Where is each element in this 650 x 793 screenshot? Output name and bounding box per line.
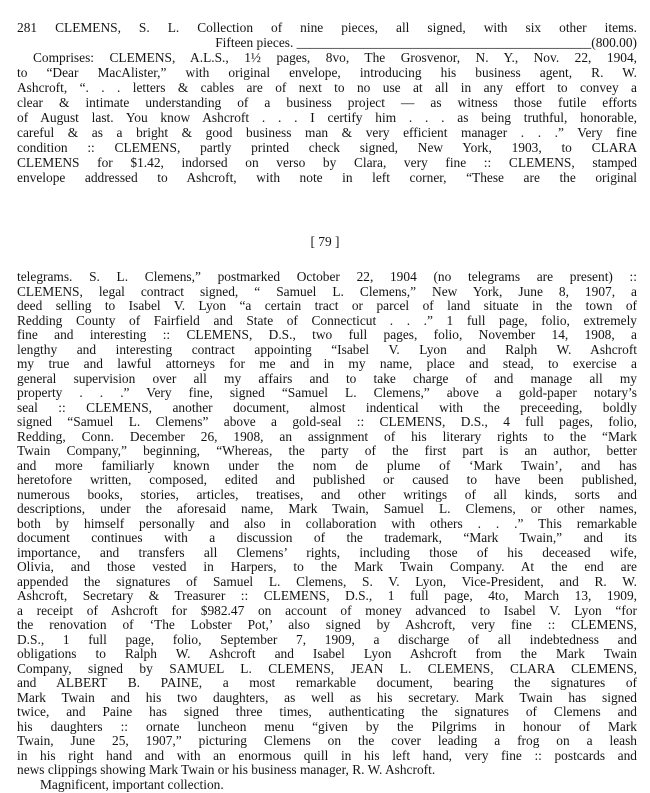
closing-line: Magnificent, important collection. [40, 776, 224, 792]
text-line: the renovation of ‘The Lobster Pot,’ also signed by Ashcroft, very fine :: CLEMENS, [17, 617, 637, 632]
text-line: Olivia, and those vested in Harpers, to the Mark Twain Company. At the end are [17, 559, 637, 574]
text-line: Ashcroft, “. . . letters & cables are of next to no use at all in any effort to convey a [17, 80, 637, 95]
text-line: Mark Twain and his two daughters, as well as his secretary. Mark Twain has signed [17, 689, 637, 705]
text-line: his daughters :: ornate luncheon menu “given by the Pilgrims in honour of Mark [17, 718, 637, 734]
text-line: in his right hand and with an enormous quill in his left hand, very fine :: postcards and [17, 747, 637, 763]
text-line: heretofore written, composed, edited and published or caused to have been published, [17, 472, 637, 487]
text-line: envelope addressed to Ashcroft, with note in left corner, “These are the original [17, 170, 637, 185]
text-line: Twain Company,” beginning, “Whereas, the party of the first part is an author, better [17, 443, 637, 458]
lot-heading-line: 281 CLEMENS, S. L. Collection of nine pieces, all signed, with six other items. [17, 20, 637, 35]
text-line: document continues with a discussion of the trademark, “Mark Twain,” and its [17, 530, 637, 545]
text-line: signed “Samuel L. Clemens” above a gold-seal :: CLEMENS, D.S., 4 full pages, folio, [17, 414, 637, 429]
text-line: CLEMENS, legal contract signed, “ Samuel L. Clemens,” New York, June 8, 1907, a [17, 283, 637, 299]
lot-estimate-line: Fifteen pieces. ____________________________________________(800.00) [215, 35, 637, 50]
text-line: appended the signatures of Samuel L. Clemens, S. V. Lyon, Vice-President, and R. W. [17, 573, 637, 589]
text-line: fine and interesting :: CLEMENS, D.S., two full pages, folio, November 14, 1908, a [17, 327, 637, 342]
text-line: careful & as a bright & good business man & very efficient manager . . .” Very fine [17, 125, 637, 140]
text-line: to “Dear MacAlister,” with original envelope, introducing his business agent, R. W. [17, 65, 637, 80]
text-line: deed selling to Isabel V. Lyon “a certain tract or parcel of land situate in the town of [17, 298, 637, 313]
text-line: telegrams. S. L. Clemens,” postmarked October 22, 1904 (no telegrams are present) :: [17, 269, 637, 284]
text-line: news clippings showing Mark Twain or his business manager, R. W. Ashcroft. [17, 762, 436, 777]
page-number: [ 79 ] [310, 234, 340, 249]
text-line: descriptions, under the aforesaid name, Mark Twain, Samuel L. Clemens, or other names, [17, 501, 637, 516]
text-line: CLEMENS for $1.42, indorsed on verso by Clara, very fine :: CLEMENS, stamped [17, 155, 637, 170]
text-line: seal :: CLEMENS, another document, almost indentical with the preceeding, boldly [17, 399, 637, 415]
text-line: Twain, June 25, 1907,” picturing Clemens on the cover leading a frog on a leash [17, 733, 637, 748]
text-line: a receipt of Ashcroft for $982.47 on account of money advanced to Isabel V. Lyon “for [17, 602, 637, 618]
text-line: Ashcroft, Secretary & Treasurer :: CLEMENS, D.S., 1 full page, 4to, March 13, 1909, [17, 588, 637, 603]
text-line: numerous books, stories, articles, treatises, and other writings of all kinds, sorts and [17, 486, 637, 502]
text-line: condition :: CLEMENS, partly printed check signed, New York, 1903, to CLARA [17, 140, 637, 155]
text-line: D.S., 1 full page, folio, September 7, 1909, a discharge of all indebtedness and [17, 631, 637, 647]
text-line: twice, and Paine has signed three times, authenticating the signatures of Clemens and [17, 704, 637, 719]
text-line: my true and lawful attorneys for me and in my name, place and stead, to exercise a [17, 356, 637, 371]
text-line: and more familiarly known under the nom de plume of ‘Mark Twain’, and has [17, 457, 637, 473]
text-line: general supervision over all my affairs and to take charge of and manage all my [17, 370, 637, 386]
text-line: Redding, Conn. December 26, 1908, an assignment of his literary rights to the “Mark [17, 428, 637, 444]
text-line: lengthy and interesting contract appointing “Isabel V. Lyon and Ralph W. Ashcroft [17, 341, 637, 357]
text-line: Company, signed by SAMUEL L. CLEMENS, JEAN L. CLEMENS, CLARA CLEMENS, [17, 660, 637, 676]
text-line: obligations to Ralph W. Ashcroft and Isabel Lyon Ashcroft from the Mark Twain [17, 646, 637, 661]
text-line: of August last. You know Ashcroft . . . I certify him . . . as being truthful, honorable, [17, 110, 637, 125]
text-line: importance, and transfers all Clemens’ rights, including those of his deceased wife, [17, 544, 637, 560]
text-line: Comprises: CLEMENS, A.L.S., 1½ pages, 8vo, The Grosvenor, N. Y., Nov. 22, 1904, [33, 50, 637, 65]
text-line: and ALBERT B. PAINE, a most remarkable document, bearing the signatures of [17, 675, 637, 690]
text-line: clear & intimate understanding of a business project — as witness those futile efforts [17, 95, 637, 110]
text-line: both by himself personally and also in collaboration with others . . .” This remarkable [17, 515, 637, 531]
text-line: property . . .” Very fine, signed “Samuel L. Clemens,” above a gold-paper notary’s [17, 385, 637, 400]
text-line: Redding County of Fairfield and State of Connecticut . . .” 1 full page, folio, extremely [17, 312, 637, 328]
